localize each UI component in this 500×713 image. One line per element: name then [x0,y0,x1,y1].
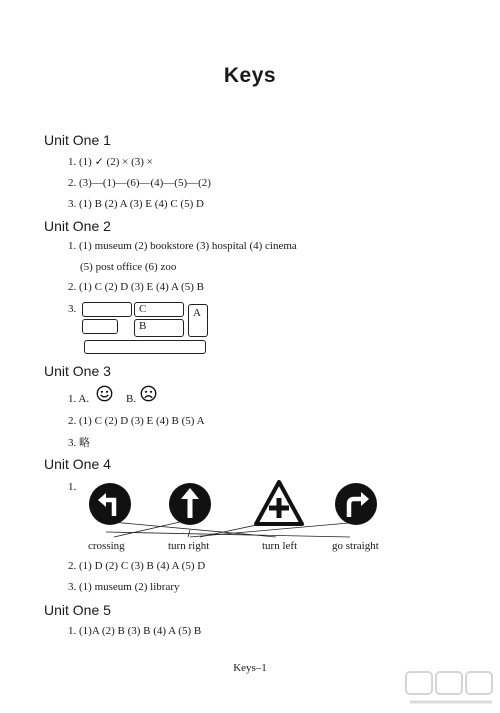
answer-line: 1. A. [68,393,90,405]
sign-label-go-straight: go straight [332,540,379,552]
unit-heading-1: Unit One 1 [44,132,111,148]
answer-line: 2. (3)—(1)—(6)—(4)—(5)—(2) [68,177,211,189]
page-footer: Keys–1 [233,662,267,674]
answer-line: 3. (1) museum (2) library [68,581,180,593]
answer-number: 1. [68,481,77,493]
turn-right-sign-icon [334,482,378,526]
sign-label-crossing: crossing [88,540,125,552]
map-box-b: B [134,319,184,337]
answer-line: (5) post office (6) zoo [80,261,177,273]
turn-left-sign-icon [88,482,132,526]
answer-line: 1. (1)A (2) B (3) B (4) A (5) B [68,625,202,637]
answer-line: 1. (1) museum (2) bookstore (3) hospital (4) cinema [68,240,297,252]
answer-line: 3. 略 [68,437,90,449]
crossing-sign-icon [254,480,304,526]
sad-face-icon [140,385,157,402]
sign-label-turn-left: turn left [262,540,298,552]
page-title: Keys [223,64,277,87]
map-box-empty [82,302,132,317]
sign-label-turn-right: turn right [168,540,210,552]
go-straight-sign-icon [168,482,212,526]
map-box-empty [82,319,118,334]
answer-line: 2. (1) C (2) D (3) E (4) A (5) B [68,281,204,293]
map-box-c: C [134,302,184,317]
answer-number: 3. [68,303,77,315]
watermark-logo-icon [404,668,496,710]
answer-line: B. [126,393,137,405]
unit-heading-3: Unit One 3 [44,363,111,379]
map-box-a: A [188,304,208,337]
map-box-empty [84,340,206,354]
answer-line: 2. (1) C (2) D (3) E (4) B (5) A [68,415,205,427]
unit-heading-4: Unit One 4 [44,456,111,472]
answer-line: 2. (1) D (2) C (3) B (4) A (5) D [68,560,206,572]
unit-heading-2: Unit One 2 [44,218,111,234]
answer-line: 1. (1) ✓ (2) × (3) × [68,156,153,168]
smiley-face-icon [96,385,113,402]
answer-line: 3. (1) B (2) A (3) E (4) C (5) D [68,198,204,210]
unit-heading-5: Unit One 5 [44,602,111,618]
